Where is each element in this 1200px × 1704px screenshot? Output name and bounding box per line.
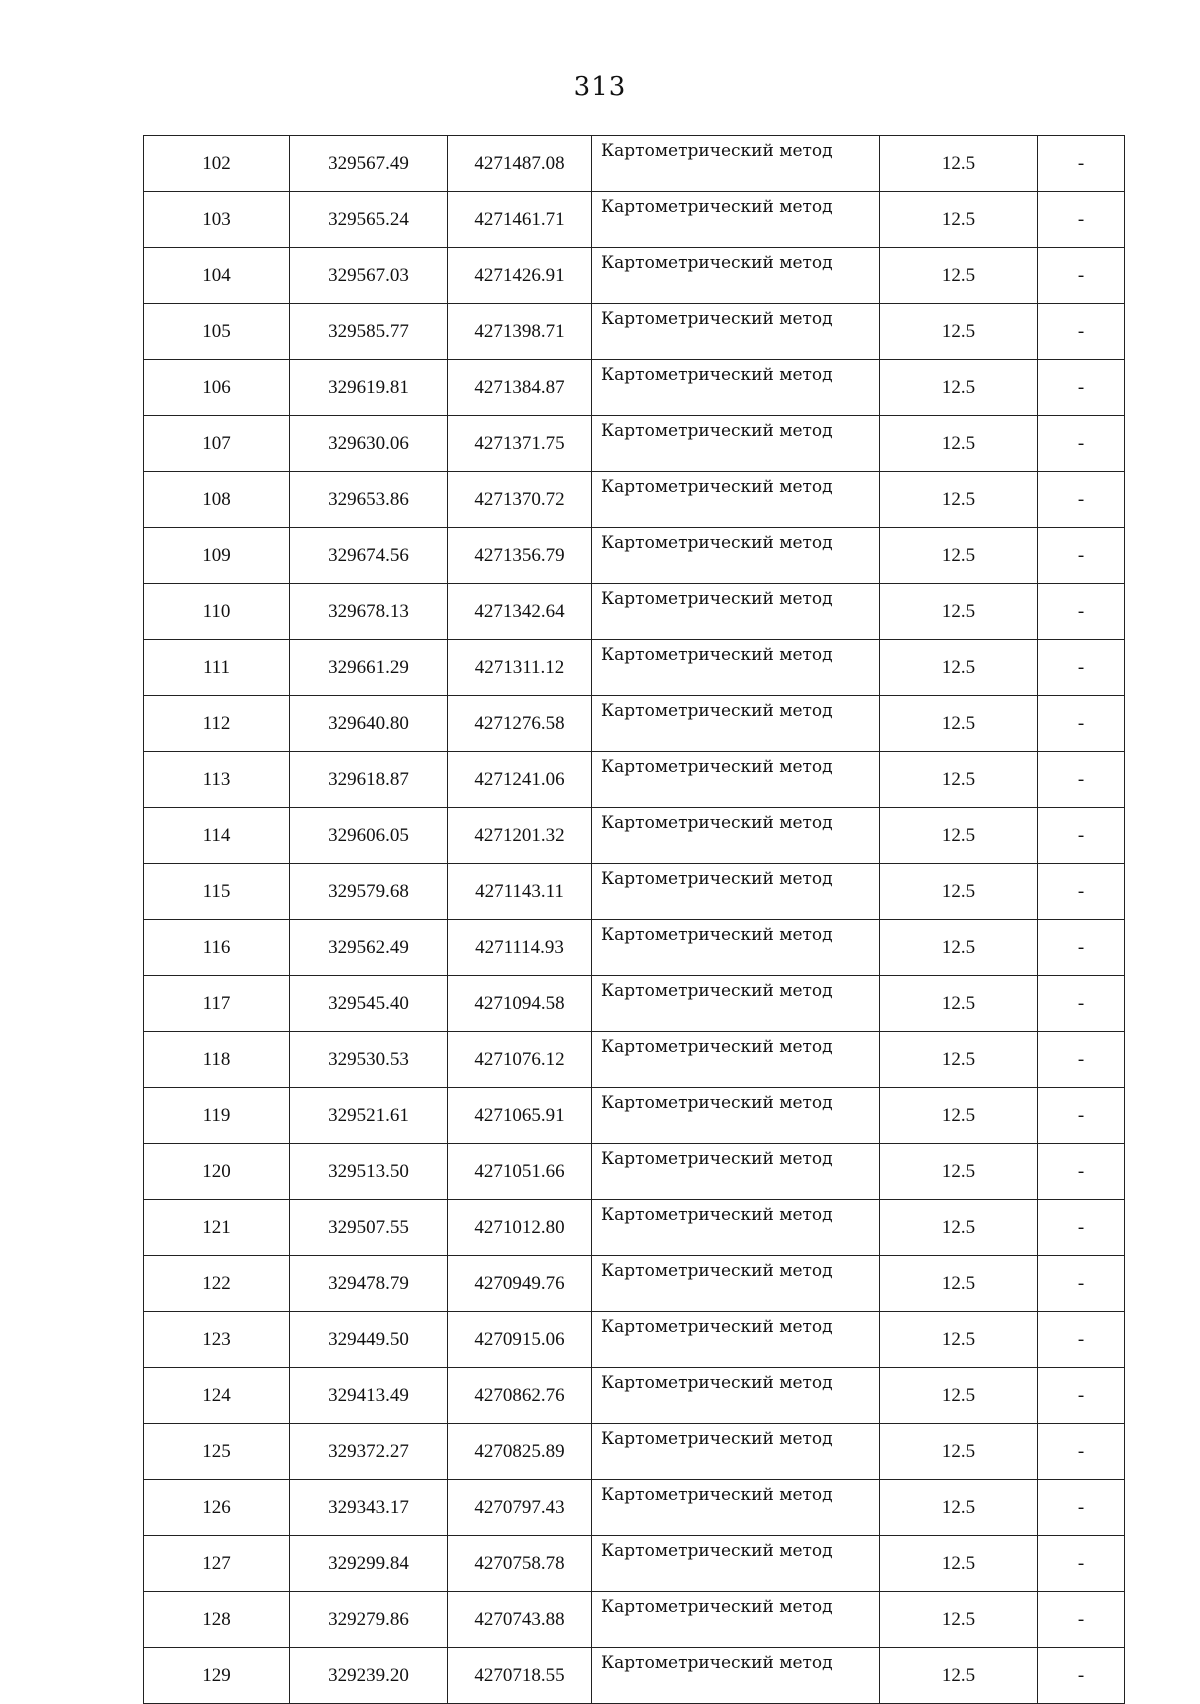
note-cell: - <box>1038 1088 1125 1144</box>
coordinates-table <box>143 135 1125 1704</box>
point-number-cell: 106 <box>144 360 290 416</box>
method-cell: Картометрический метод <box>592 808 880 864</box>
y-coordinate-cell: 4270825.89 <box>448 1424 592 1480</box>
note-cell: - <box>1038 1032 1125 1088</box>
accuracy-cell: 12.5 <box>880 1368 1038 1424</box>
y-coordinate-cell: 4271356.79 <box>448 528 592 584</box>
point-number-cell: 116 <box>144 920 290 976</box>
method-cell: Картометрический метод <box>592 1312 880 1368</box>
table-row <box>144 528 1125 584</box>
note-cell: - <box>1038 976 1125 1032</box>
method-cell: Картометрический метод <box>592 416 880 472</box>
x-coordinate-cell: 329372.27 <box>290 1424 448 1480</box>
point-number-cell: 102 <box>144 136 290 192</box>
table-body <box>144 136 1125 1704</box>
note-cell: - <box>1038 920 1125 976</box>
point-number-cell: 120 <box>144 1144 290 1200</box>
note-cell: - <box>1038 136 1125 192</box>
y-coordinate-cell: 4271311.12 <box>448 640 592 696</box>
accuracy-cell: 12.5 <box>880 1312 1038 1368</box>
y-coordinate-cell: 4271384.87 <box>448 360 592 416</box>
table-row <box>144 1424 1125 1480</box>
point-number-cell: 127 <box>144 1536 290 1592</box>
accuracy-cell: 12.5 <box>880 976 1038 1032</box>
method-cell: Картометрический метод <box>592 472 880 528</box>
method-cell: Картометрический метод <box>592 1144 880 1200</box>
y-coordinate-cell: 4271065.91 <box>448 1088 592 1144</box>
accuracy-cell: 12.5 <box>880 1592 1038 1648</box>
note-cell: - <box>1038 1592 1125 1648</box>
method-cell: Картометрический метод <box>592 920 880 976</box>
method-cell: Картометрический метод <box>592 584 880 640</box>
note-cell: - <box>1038 304 1125 360</box>
table-row <box>144 472 1125 528</box>
point-number-cell: 115 <box>144 864 290 920</box>
method-cell: Картометрический метод <box>592 1088 880 1144</box>
method-cell: Картометрический метод <box>592 360 880 416</box>
y-coordinate-cell: 4271461.71 <box>448 192 592 248</box>
method-cell: Картометрический метод <box>592 248 880 304</box>
table-row <box>144 1200 1125 1256</box>
x-coordinate-cell: 329640.80 <box>290 696 448 752</box>
x-coordinate-cell: 329606.05 <box>290 808 448 864</box>
note-cell: - <box>1038 584 1125 640</box>
table-row <box>144 416 1125 472</box>
x-coordinate-cell: 329653.86 <box>290 472 448 528</box>
table-row <box>144 136 1125 192</box>
accuracy-cell: 12.5 <box>880 752 1038 808</box>
table-row <box>144 976 1125 1032</box>
table-row <box>144 1368 1125 1424</box>
accuracy-cell: 12.5 <box>880 192 1038 248</box>
note-cell: - <box>1038 808 1125 864</box>
table-row <box>144 640 1125 696</box>
x-coordinate-cell: 329674.56 <box>290 528 448 584</box>
method-cell: Картометрический метод <box>592 1592 880 1648</box>
y-coordinate-cell: 4271276.58 <box>448 696 592 752</box>
x-coordinate-cell: 329521.61 <box>290 1088 448 1144</box>
x-coordinate-cell: 329630.06 <box>290 416 448 472</box>
table-row <box>144 920 1125 976</box>
page-number: 313 <box>573 72 627 102</box>
note-cell: - <box>1038 752 1125 808</box>
method-cell: Картометрический метод <box>592 192 880 248</box>
note-cell: - <box>1038 1648 1125 1704</box>
method-cell: Картометрический метод <box>592 1200 880 1256</box>
y-coordinate-cell: 4271426.91 <box>448 248 592 304</box>
method-cell: Картометрический метод <box>592 752 880 808</box>
x-coordinate-cell: 329618.87 <box>290 752 448 808</box>
method-cell: Картометрический метод <box>592 864 880 920</box>
note-cell: - <box>1038 1256 1125 1312</box>
y-coordinate-cell: 4270949.76 <box>448 1256 592 1312</box>
y-coordinate-cell: 4271012.80 <box>448 1200 592 1256</box>
note-cell: - <box>1038 1424 1125 1480</box>
x-coordinate-cell: 329562.49 <box>290 920 448 976</box>
accuracy-cell: 12.5 <box>880 1200 1038 1256</box>
accuracy-cell: 12.5 <box>880 472 1038 528</box>
y-coordinate-cell: 4271241.06 <box>448 752 592 808</box>
point-number-cell: 123 <box>144 1312 290 1368</box>
accuracy-cell: 12.5 <box>880 1480 1038 1536</box>
note-cell: - <box>1038 192 1125 248</box>
accuracy-cell: 12.5 <box>880 360 1038 416</box>
point-number-cell: 119 <box>144 1088 290 1144</box>
y-coordinate-cell: 4271342.64 <box>448 584 592 640</box>
accuracy-cell: 12.5 <box>880 1648 1038 1704</box>
y-coordinate-cell: 4271370.72 <box>448 472 592 528</box>
x-coordinate-cell: 329478.79 <box>290 1256 448 1312</box>
method-cell: Картометрический метод <box>592 1648 880 1704</box>
point-number-cell: 124 <box>144 1368 290 1424</box>
table-row <box>144 584 1125 640</box>
note-cell: - <box>1038 416 1125 472</box>
table-row <box>144 360 1125 416</box>
x-coordinate-cell: 329565.24 <box>290 192 448 248</box>
accuracy-cell: 12.5 <box>880 1536 1038 1592</box>
point-number-cell: 109 <box>144 528 290 584</box>
y-coordinate-cell: 4271094.58 <box>448 976 592 1032</box>
accuracy-cell: 12.5 <box>880 248 1038 304</box>
accuracy-cell: 12.5 <box>880 528 1038 584</box>
note-cell: - <box>1038 1368 1125 1424</box>
note-cell: - <box>1038 696 1125 752</box>
point-number-cell: 104 <box>144 248 290 304</box>
point-number-cell: 122 <box>144 1256 290 1312</box>
point-number-cell: 128 <box>144 1592 290 1648</box>
method-cell: Картометрический метод <box>592 1480 880 1536</box>
x-coordinate-cell: 329413.49 <box>290 1368 448 1424</box>
point-number-cell: 126 <box>144 1480 290 1536</box>
y-coordinate-cell: 4270718.55 <box>448 1648 592 1704</box>
table-row <box>144 696 1125 752</box>
point-number-cell: 103 <box>144 192 290 248</box>
table-row <box>144 864 1125 920</box>
accuracy-cell: 12.5 <box>880 864 1038 920</box>
x-coordinate-cell: 329661.29 <box>290 640 448 696</box>
method-cell: Картометрический метод <box>592 136 880 192</box>
point-number-cell: 117 <box>144 976 290 1032</box>
x-coordinate-cell: 329585.77 <box>290 304 448 360</box>
point-number-cell: 114 <box>144 808 290 864</box>
x-coordinate-cell: 329513.50 <box>290 1144 448 1200</box>
x-coordinate-cell: 329343.17 <box>290 1480 448 1536</box>
point-number-cell: 121 <box>144 1200 290 1256</box>
accuracy-cell: 12.5 <box>880 1088 1038 1144</box>
y-coordinate-cell: 4271114.93 <box>448 920 592 976</box>
method-cell: Картометрический метод <box>592 1368 880 1424</box>
y-coordinate-cell: 4271143.11 <box>448 864 592 920</box>
point-number-cell: 118 <box>144 1032 290 1088</box>
note-cell: - <box>1038 1144 1125 1200</box>
point-number-cell: 108 <box>144 472 290 528</box>
y-coordinate-cell: 4270758.78 <box>448 1536 592 1592</box>
x-coordinate-cell: 329239.20 <box>290 1648 448 1704</box>
x-coordinate-cell: 329299.84 <box>290 1536 448 1592</box>
table-row <box>144 808 1125 864</box>
accuracy-cell: 12.5 <box>880 920 1038 976</box>
table-row <box>144 248 1125 304</box>
y-coordinate-cell: 4271201.32 <box>448 808 592 864</box>
note-cell: - <box>1038 1200 1125 1256</box>
point-number-cell: 125 <box>144 1424 290 1480</box>
y-coordinate-cell: 4271487.08 <box>448 136 592 192</box>
accuracy-cell: 12.5 <box>880 640 1038 696</box>
note-cell: - <box>1038 472 1125 528</box>
y-coordinate-cell: 4271398.71 <box>448 304 592 360</box>
table-row <box>144 304 1125 360</box>
table-row <box>144 1256 1125 1312</box>
accuracy-cell: 12.5 <box>880 584 1038 640</box>
y-coordinate-cell: 4270915.06 <box>448 1312 592 1368</box>
table-row <box>144 1592 1125 1648</box>
note-cell: - <box>1038 640 1125 696</box>
y-coordinate-cell: 4271076.12 <box>448 1032 592 1088</box>
method-cell: Картометрический метод <box>592 1256 880 1312</box>
table-row <box>144 1312 1125 1368</box>
method-cell: Картометрический метод <box>592 1536 880 1592</box>
note-cell: - <box>1038 1536 1125 1592</box>
method-cell: Картометрический метод <box>592 696 880 752</box>
y-coordinate-cell: 4271051.66 <box>448 1144 592 1200</box>
accuracy-cell: 12.5 <box>880 696 1038 752</box>
point-number-cell: 112 <box>144 696 290 752</box>
method-cell: Картометрический метод <box>592 640 880 696</box>
point-number-cell: 113 <box>144 752 290 808</box>
note-cell: - <box>1038 360 1125 416</box>
accuracy-cell: 12.5 <box>880 136 1038 192</box>
method-cell: Картометрический метод <box>592 304 880 360</box>
note-cell: - <box>1038 864 1125 920</box>
accuracy-cell: 12.5 <box>880 1144 1038 1200</box>
accuracy-cell: 12.5 <box>880 1256 1038 1312</box>
y-coordinate-cell: 4270743.88 <box>448 1592 592 1648</box>
method-cell: Картометрический метод <box>592 1032 880 1088</box>
method-cell: Картометрический метод <box>592 976 880 1032</box>
table-row <box>144 752 1125 808</box>
y-coordinate-cell: 4270862.76 <box>448 1368 592 1424</box>
point-number-cell: 129 <box>144 1648 290 1704</box>
note-cell: - <box>1038 1312 1125 1368</box>
point-number-cell: 105 <box>144 304 290 360</box>
x-coordinate-cell: 329449.50 <box>290 1312 448 1368</box>
point-number-cell: 107 <box>144 416 290 472</box>
table-row <box>144 1144 1125 1200</box>
method-cell: Картометрический метод <box>592 1424 880 1480</box>
table-row <box>144 1648 1125 1704</box>
point-number-cell: 111 <box>144 640 290 696</box>
table-row <box>144 1088 1125 1144</box>
x-coordinate-cell: 329530.53 <box>290 1032 448 1088</box>
accuracy-cell: 12.5 <box>880 1032 1038 1088</box>
x-coordinate-cell: 329545.40 <box>290 976 448 1032</box>
x-coordinate-cell: 329567.49 <box>290 136 448 192</box>
note-cell: - <box>1038 1480 1125 1536</box>
point-number-cell: 110 <box>144 584 290 640</box>
note-cell: - <box>1038 528 1125 584</box>
table-row <box>144 1480 1125 1536</box>
table-row <box>144 1536 1125 1592</box>
x-coordinate-cell: 329567.03 <box>290 248 448 304</box>
table-row <box>144 1032 1125 1088</box>
accuracy-cell: 12.5 <box>880 304 1038 360</box>
y-coordinate-cell: 4271371.75 <box>448 416 592 472</box>
x-coordinate-cell: 329619.81 <box>290 360 448 416</box>
table-row <box>144 192 1125 248</box>
accuracy-cell: 12.5 <box>880 808 1038 864</box>
x-coordinate-cell: 329507.55 <box>290 1200 448 1256</box>
y-coordinate-cell: 4270797.43 <box>448 1480 592 1536</box>
accuracy-cell: 12.5 <box>880 416 1038 472</box>
x-coordinate-cell: 329678.13 <box>290 584 448 640</box>
accuracy-cell: 12.5 <box>880 1424 1038 1480</box>
method-cell: Картометрический метод <box>592 528 880 584</box>
x-coordinate-cell: 329579.68 <box>290 864 448 920</box>
x-coordinate-cell: 329279.86 <box>290 1592 448 1648</box>
note-cell: - <box>1038 248 1125 304</box>
